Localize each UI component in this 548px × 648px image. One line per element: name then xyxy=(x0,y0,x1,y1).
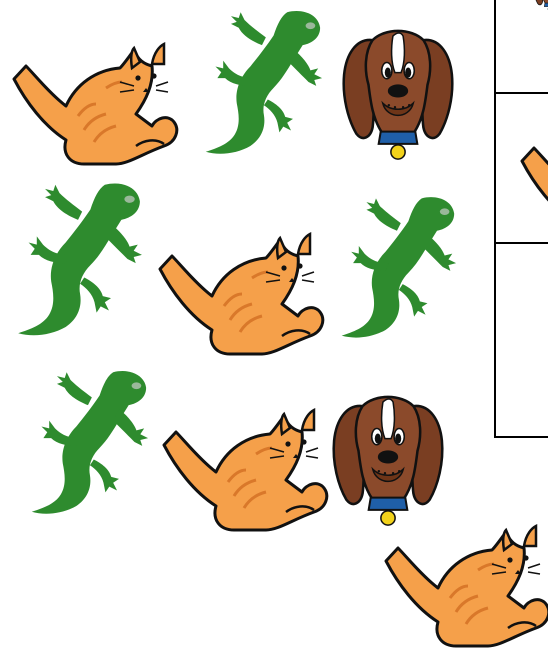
side-panel xyxy=(494,0,548,438)
lizard-icon xyxy=(10,174,144,344)
panel-slot-empty xyxy=(496,246,548,434)
cat-icon xyxy=(4,44,180,166)
cat-icon xyxy=(376,526,548,648)
cat-icon xyxy=(512,126,548,240)
lizard-icon xyxy=(334,190,458,344)
dog-icon xyxy=(338,22,458,166)
panel-divider xyxy=(496,242,548,244)
panel-divider xyxy=(496,92,548,94)
dog-icon xyxy=(520,0,548,12)
panel-slot-cat xyxy=(496,96,548,240)
cat-icon xyxy=(154,410,330,532)
dog-icon xyxy=(328,388,448,532)
cat-icon xyxy=(150,234,326,356)
lizard-icon xyxy=(24,362,150,522)
lizard-icon xyxy=(198,4,324,160)
panel-slot-dog xyxy=(496,0,548,90)
